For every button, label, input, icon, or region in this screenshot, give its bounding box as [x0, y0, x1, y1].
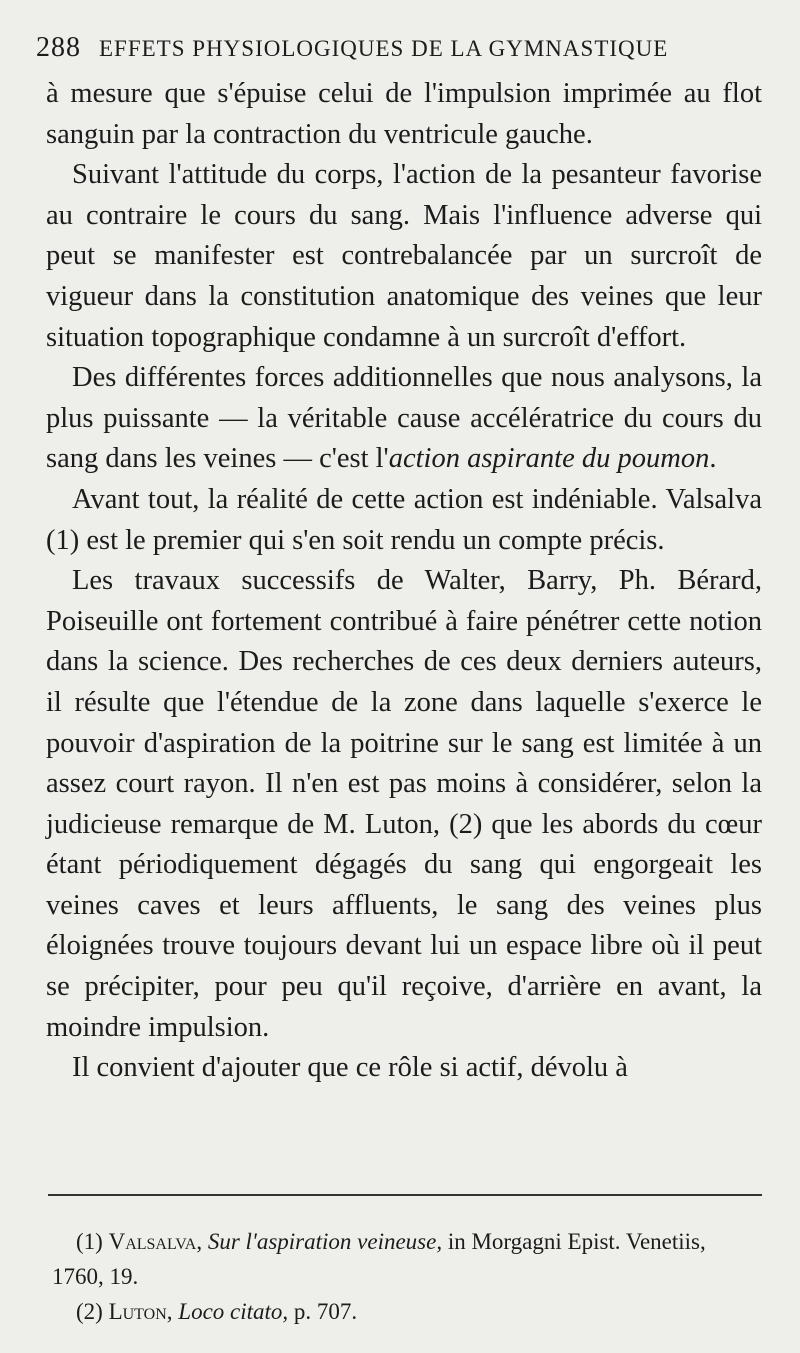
paragraph [46, 358, 762, 480]
paragraph: Il convient d'ajouter que ce rôle si actif, dévolu à [72, 1052, 628, 1084]
emphasis-text: action aspirante du poumon [388, 443, 710, 475]
footnote-text: p. 707. [293, 1299, 358, 1324]
paragraph: Suivant l'attitude du corps, l'action de la pesanteur favorise au contraire le cours du sang. Mais l'influence adverse qui peut se manifester est contrebalancée par un surcroît de vigueur dans la constitution anatomique des veines que leur situation topographique condamne à un surcroît d'effort. [46, 159, 762, 353]
footnote-author: Valsalva, [108, 1229, 203, 1254]
footnote [52, 1294, 762, 1329]
footnote-marker: (2) [76, 1299, 103, 1324]
footnote-marker: (1) [76, 1229, 103, 1254]
footnotes [52, 1224, 762, 1329]
page-header [36, 32, 760, 72]
running-title: EFFETS PHYSIOLOGIQUES DE LA GYMNASTIQUE [99, 36, 669, 61]
paragraph-text: Des différentes forces additionnelles que nous analysons, la plus puissante — la véritable cause accélératrice du cours du sang dans les veines — c'est l' [46, 362, 762, 475]
footnote-author: Luton, [108, 1299, 173, 1324]
paragraph-text: . [709, 443, 717, 475]
paragraph-continuation: à mesure que s'épuise celui de l'impulsion imprimée au flot sanguin par la contraction du ventricule gauche. [46, 78, 762, 150]
body-text [46, 74, 762, 1089]
footnote-title: Loco citato, [178, 1299, 289, 1324]
footnote-text: in Morgagni Epist. Venetiis, 1760, 19. [52, 1229, 706, 1289]
footnote [52, 1224, 762, 1294]
paragraph: Les travaux successifs de Walter, Barry, Ph. Bérard, Poiseuille ont fortement contribué à faire pénétrer cette notion dans la science. Des recherches de ces deux derniers auteurs, il résulte que l'étendue de la zone dans laquelle s'exerce le pouvoir d'aspiration de la poitrine sur le sang est limitée à un assez court rayon. Il n'en est pas moins à considérer, selon la judicieuse remarque de M. Luton, (2) que les abords du cœur étant périodiquement dégagés du sang qui engorgeait les veines caves et leurs affluents, le sang des veines plus éloignées trouve toujours devant lui un espace libre où il peut se précipiter, pour peu qu'il reçoive, d'arrière en avant, la moindre impulsion. [46, 565, 762, 1043]
page-number: 288 [36, 32, 81, 63]
footnote-divider [48, 1194, 762, 1196]
paragraph: Avant tout, la réalité de cette action est indéniable. Valsalva (1) est le premier qui s'en soit rendu un compte précis. [46, 483, 762, 556]
footnote-title: Sur l'aspiration veineuse, [207, 1229, 443, 1254]
